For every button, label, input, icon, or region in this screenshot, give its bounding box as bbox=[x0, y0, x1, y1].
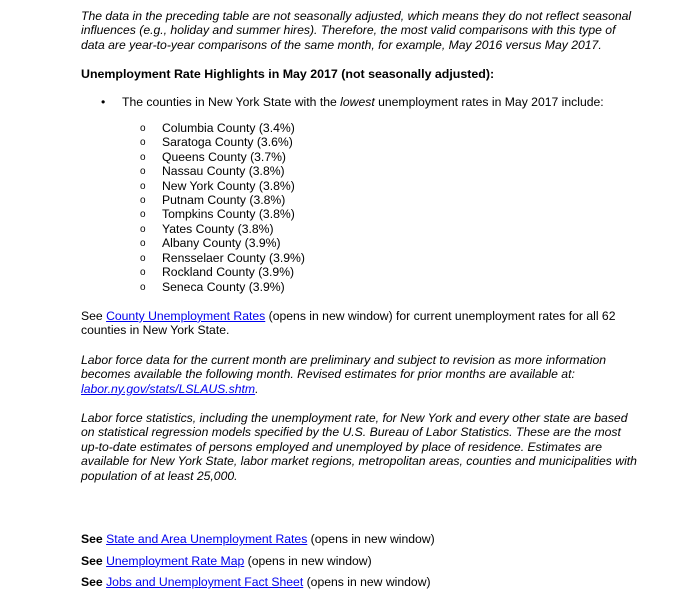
county-list-item: o Seneca County (3.9%) bbox=[140, 279, 285, 294]
bullet-dot-icon: • bbox=[101, 94, 106, 109]
county-list-item: o Rensselaer County (3.9%) bbox=[140, 250, 305, 265]
county-list-item: o Rockland County (3.9%) bbox=[140, 265, 295, 280]
section-heading: Unemployment Rate Highlights in May 2017 (not seasonally adjusted): bbox=[81, 67, 495, 82]
circle-bullet-icon: o bbox=[140, 123, 146, 135]
bullet-text-after: unemployment rates in May 2017 include: bbox=[374, 94, 604, 109]
county-unemployment-rates-link[interactable]: County Unemployment Rates bbox=[106, 308, 266, 323]
intro-paragraph: The data in the preceding table are not seasonally adjusted, which means they do not reflect seasonal influences (e.g., holiday and summer hires). Therefore, the most valid comparisons with this type of data are year-to-year comparisons of the same month, for example, May 2016 versus May 2017. bbox=[81, 9, 632, 52]
circle-bullet-icon: o bbox=[140, 180, 146, 192]
county-list-item: o Tompkins County (3.8%) bbox=[140, 207, 295, 222]
circle-bullet-icon: o bbox=[140, 166, 146, 178]
circle-bullet-icon: o bbox=[140, 281, 146, 293]
document-body bbox=[81, 9, 641, 483]
circle-bullet-icon: o bbox=[140, 252, 146, 264]
circle-bullet-icon: o bbox=[140, 137, 146, 149]
county-list-item: o Saratoga County (3.6%) bbox=[140, 135, 293, 150]
county-list-item: o Queens County (3.7%) bbox=[140, 149, 286, 164]
circle-bullet-icon: o bbox=[140, 238, 146, 250]
county-list-item: o Nassau County (3.8%) bbox=[140, 164, 285, 179]
bullet-text-before: The counties in New York State with the bbox=[122, 94, 341, 109]
bullet-emphasis: lowest bbox=[340, 94, 375, 109]
labor-force-preliminary-paragraph: Labor force data for the current month are preliminary and subject to revision as more information becomes available the following month. Revised estimates for prior months are available at: labor.ny.gov/stats/LSLAUS.shtm. bbox=[81, 352, 606, 396]
circle-bullet-icon: o bbox=[140, 267, 146, 279]
circle-bullet-icon: o bbox=[140, 223, 146, 235]
circle-bullet-icon: o bbox=[140, 195, 146, 207]
labor-force-statistics-paragraph: Labor force statistics, including the unemployment rate, for New York and every other state are based on statistical regression models specified by the U.S. Bureau of Labor Statistics. These are the most up-to-date estimates of persons employed and unemployed by place of residence. Estimates are available for New York State, labor market regions, metropolitan areas, counties and municipalities with population of at least 25,000. bbox=[81, 410, 637, 483]
county-list-item: o Yates County (3.8%) bbox=[140, 221, 274, 236]
county-list-item: o Putnam County (3.8%) bbox=[140, 193, 286, 208]
circle-bullet-icon: o bbox=[140, 151, 146, 163]
county-list-item: o Columbia County (3.4%) bbox=[140, 121, 295, 136]
see-link-row: See State and Area Unemployment Rates (opens in new window) bbox=[81, 532, 435, 546]
see-links-section bbox=[81, 529, 435, 594]
county-list-item: o New York County (3.8%) bbox=[140, 178, 295, 193]
bullet-item-lowest-rates bbox=[81, 95, 641, 109]
see-link-row: See Jobs and Unemployment Fact Sheet (opens in new window) bbox=[81, 575, 431, 589]
jobs-unemployment-fact-sheet-link[interactable]: Jobs and Unemployment Fact Sheet bbox=[106, 575, 304, 589]
county-list bbox=[81, 121, 641, 294]
circle-bullet-icon: o bbox=[140, 209, 146, 221]
lslaus-link[interactable]: labor.ny.gov/stats/LSLAUS.shtm bbox=[81, 381, 256, 396]
unemployment-rate-map-link[interactable]: Unemployment Rate Map bbox=[106, 553, 245, 568]
see-link-row: See Unemployment Rate Map (opens in new window) bbox=[81, 553, 372, 568]
county-list-item: o Albany County (3.9%) bbox=[140, 236, 281, 251]
county-rates-paragraph: See County Unemployment Rates (opens in new window) for current unemployment rates for all 62 counties in New York State. bbox=[81, 308, 616, 338]
state-area-unemployment-rates-link[interactable]: State and Area Unemployment Rates bbox=[106, 532, 308, 546]
